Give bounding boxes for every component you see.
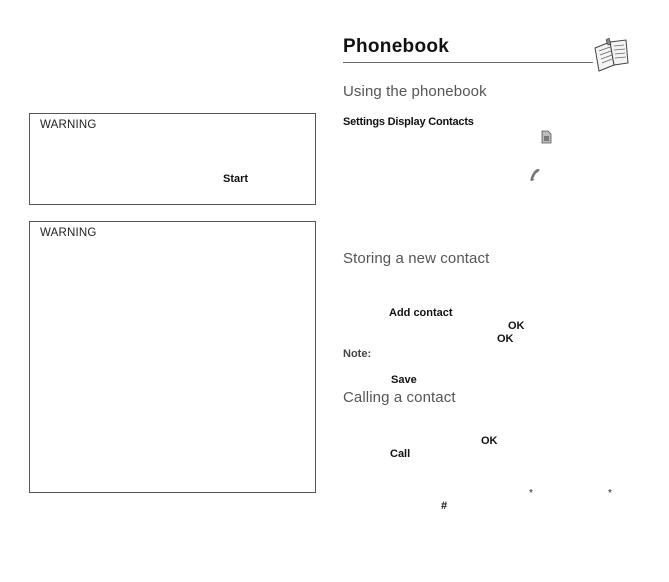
ok-label-1: OK (508, 320, 525, 332)
sim-card-icon (541, 130, 552, 144)
chapter-title-rule (343, 62, 593, 63)
ok-label-2: OK (497, 333, 514, 345)
star-key-2: * (608, 488, 612, 499)
phone-handset-icon (529, 168, 541, 182)
call-label: Call (390, 448, 411, 460)
warning-box-2 (29, 221, 316, 493)
warning-box-1 (29, 113, 316, 205)
section-title-calling: Calling a contact (343, 389, 456, 406)
start-key-label: Start (223, 173, 249, 185)
phonebook-book-icon (592, 38, 632, 72)
add-contact-label: Add contact (389, 307, 453, 319)
ok-label-3: OK (481, 435, 498, 447)
save-label: Save (391, 374, 417, 386)
star-key-1: * (529, 488, 533, 499)
hash-key: # (441, 500, 448, 512)
section-title-storing: Storing a new contact (343, 250, 490, 267)
warning-label: WARNING (40, 119, 97, 131)
menu-path: Settings Display Contacts (343, 116, 474, 128)
section-title-using: Using the phonebook (343, 83, 487, 100)
chapter-title: Phonebook (343, 36, 450, 57)
note-label: Note: (343, 348, 372, 360)
warning-label: WARNING (40, 227, 97, 239)
